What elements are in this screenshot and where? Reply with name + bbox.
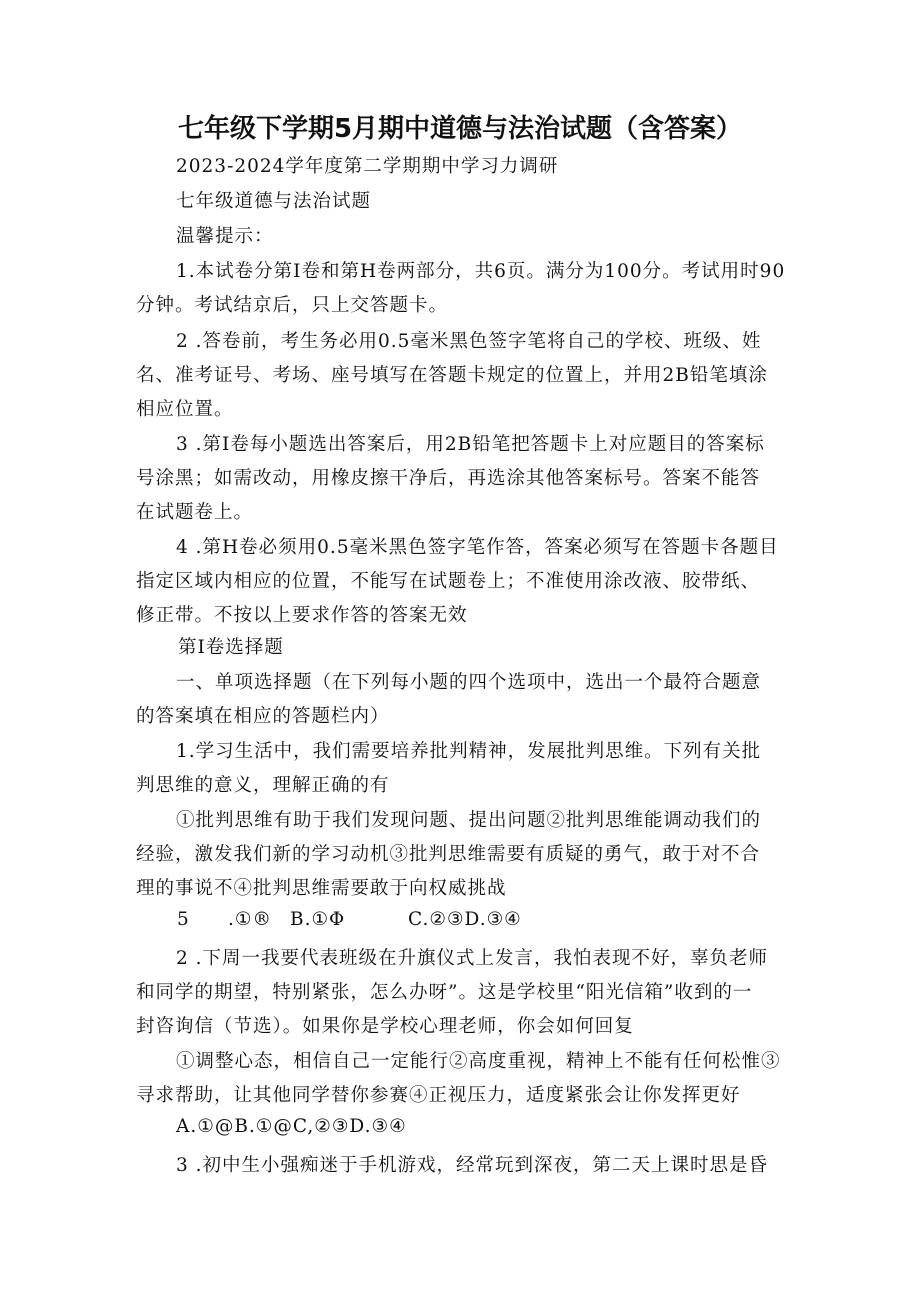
question-2-stem-line-3: 封咨询信（节选）。如果你是学校心理老师，你会如何回复 bbox=[136, 1016, 634, 1037]
question-2-items-line-2: 寻求帮助，让其他同学替你参赛④正视压力，适度紧张会让你发挥更好 bbox=[136, 1085, 741, 1106]
note-4-line-3: 修正带。不按以上要求作答的答案无效 bbox=[136, 605, 468, 626]
exam-name: 七年级道德与法治试题 bbox=[176, 191, 372, 212]
part-one-line-2: 的答案填在相应的答题栏内） bbox=[136, 706, 390, 727]
note-4-line-2: 指定区域内相应的位置，不能写在试题卷上；不准使用涂改液、胶带纸、 bbox=[136, 571, 761, 592]
note-2-line-3: 相应位置。 bbox=[136, 399, 234, 420]
question-1-option-a: .①® bbox=[228, 909, 272, 930]
question-1-option-cd: C.②③D.③④ bbox=[408, 909, 522, 930]
question-3-stem-line-1: 3 .初中生小强痴迷于手机游戏，经常玩到深夜，第二天上课时思是昏 bbox=[176, 1155, 769, 1176]
note-2-line-1: 2 .答卷前，考生务必用0.5毫米黑色签字笔将自己的学校、班级、姓 bbox=[176, 331, 762, 352]
question-1-items-line-1: ①批判思维有助于我们发现问题、提出问题②批判思维能调动我们的 bbox=[176, 810, 762, 831]
question-2-items-line-1: ①调整心态，相信自己一定能行②高度重视，精神上不能有任何松惟③ bbox=[176, 1051, 781, 1072]
note-4-line-1: 4 .第H卷必须用0.5毫米黑色签字笔作答，答案必须写在答题卡各题目 bbox=[176, 537, 779, 558]
question-1-items-line-3: 理的事说不④批判思维需要敢于向权威挑战 bbox=[136, 878, 507, 899]
section-heading: 第I卷选择题 bbox=[178, 637, 284, 658]
document-title: 七年级下学期5月期中道德与法治试题（含答案） bbox=[177, 114, 743, 144]
note-3-line-3: 在试题卷上。 bbox=[136, 502, 254, 523]
note-2-line-2: 名、准考证号、考场、座号填写在答题卡规定的位置上，并用2B铅笔填涂 bbox=[136, 365, 768, 386]
note-3-line-2: 号涂黑；如需改动，用橡皮擦干净后，再选涂其他答案标号。答案不能答 bbox=[136, 468, 761, 489]
question-1-option-number: 5 bbox=[177, 909, 190, 930]
question-1-option-b: B.①Φ bbox=[290, 909, 346, 930]
question-1-stem-line-1: 1.学习生活中，我们需要培养批判精神，发展批判思维。下列有关批 bbox=[176, 741, 762, 762]
question-2-stem-line-2: 和同学的期望，特别紧张，怎么办呀”。这是学校里“阳光信箱”收到的一 bbox=[136, 982, 753, 1003]
question-1-stem-line-2: 判思维的意义，理解正确的有 bbox=[136, 775, 390, 796]
note-3-line-1: 3 .第I卷每小题选出答案后，用2B铅笔把答题卡上对应题目的答案标 bbox=[176, 434, 765, 455]
subtitle: 2023-2024学年度第二学期期中学习力调研 bbox=[176, 156, 559, 177]
part-one-line-1: 一、单项选择题（在下列每小题的四个选项中，选出一个最符合题意 bbox=[176, 672, 762, 693]
note-1-line-1: 1.本试卷分第I卷和第H卷两部分，共6页。满分为100分。考试用时90 bbox=[176, 261, 786, 282]
notice-heading: 温馨提示： bbox=[176, 226, 274, 247]
question-2-options: A.①@B.①@C,②③D.③④ bbox=[176, 1116, 407, 1137]
note-1-line-2: 分钟。考试结京后，只上交答题卡。 bbox=[136, 295, 449, 316]
question-1-items-line-2: 经验，激发我们新的学习动机③批判思维需要有质疑的勇气，敢于对不合 bbox=[136, 844, 761, 865]
question-2-stem-line-1: 2 .下周一我要代表班级在升旗仪式上发言，我怕表现不好，辜负老师 bbox=[176, 948, 769, 969]
